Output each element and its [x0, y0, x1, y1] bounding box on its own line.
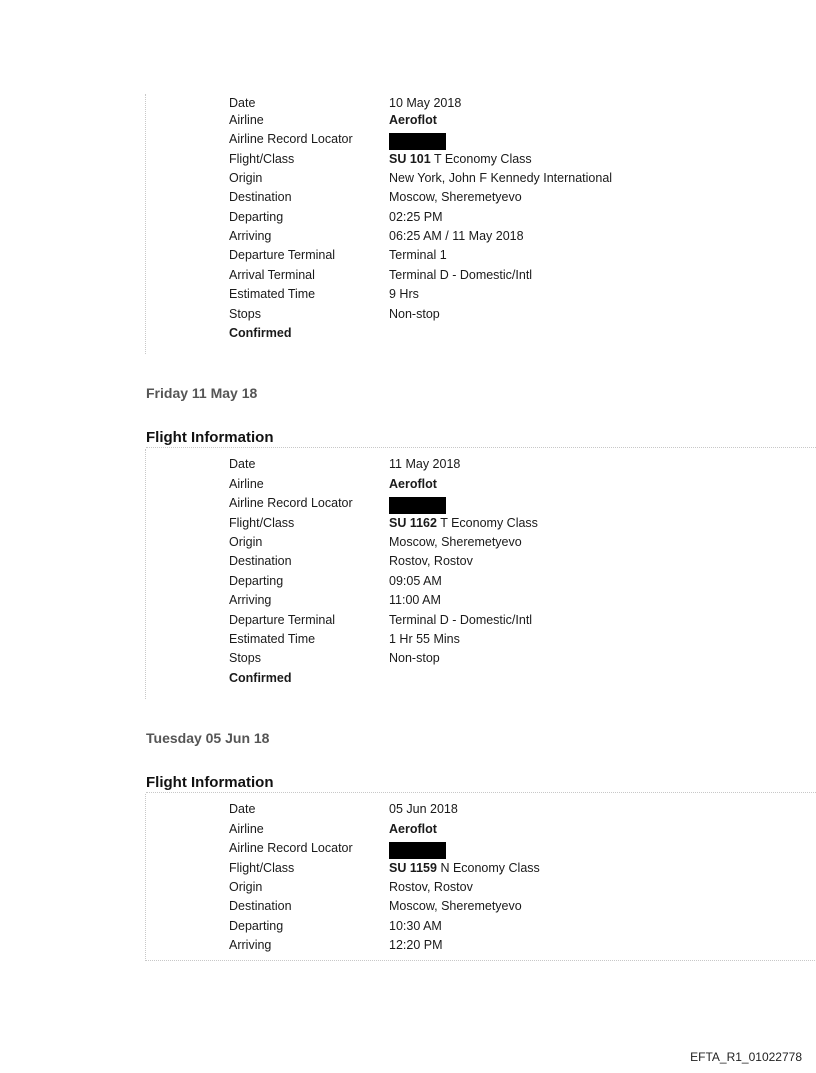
airline-row — [229, 477, 789, 496]
arrival-terminal-value: Terminal D - Domestic/Intl — [389, 268, 533, 282]
origin-value: New York, John F Kennedy International — [389, 171, 613, 185]
destination-row — [229, 899, 789, 918]
estimated-time-value: 1 Hr 55 Mins — [389, 632, 460, 646]
flight-information-heading: Flight Information — [146, 774, 816, 793]
departing-row — [229, 574, 789, 593]
destination-row — [229, 554, 789, 573]
redaction-box — [389, 133, 446, 150]
flight-segment-2 — [145, 449, 816, 699]
origin-row — [229, 880, 789, 899]
fare-class: N Economy Class — [436, 861, 540, 875]
airline-value: Aeroflot — [389, 113, 437, 127]
record-locator-row — [229, 496, 789, 515]
arrival-terminal-label: Arrival Terminal — [229, 268, 315, 282]
arriving-label: Arriving — [229, 593, 272, 607]
airline-label: Airline — [229, 113, 264, 127]
arriving-row — [229, 938, 789, 957]
date-value: 11 May 2018 — [389, 457, 461, 471]
flight-number: SU 1162 — [389, 516, 437, 530]
departing-value: 10:30 AM — [389, 919, 442, 933]
departing-value: 02:25 PM — [389, 210, 443, 224]
departing-row — [229, 210, 789, 229]
flight-class-row — [229, 861, 789, 880]
flight-class-value — [389, 861, 540, 875]
origin-label: Origin — [229, 880, 263, 894]
date-value: 10 May 2018 — [389, 96, 462, 110]
date-label: Date — [229, 802, 256, 816]
departing-value: 09:05 AM — [389, 574, 442, 588]
departure-terminal-value: Terminal 1 — [389, 248, 447, 262]
destination-label: Destination — [229, 554, 292, 568]
arriving-row — [229, 593, 789, 612]
airline-row — [229, 113, 789, 132]
arrival-terminal-row — [229, 268, 789, 287]
flight-information-heading: Flight Information — [146, 429, 816, 448]
confirmed-status: Confirmed — [229, 326, 292, 340]
flight-number: SU 101 — [389, 152, 431, 166]
record-locator-row — [229, 132, 789, 151]
destination-row — [229, 190, 789, 209]
record-locator-label: Airline Record Locator — [229, 496, 353, 510]
estimated-time-value: 9 Hrs — [389, 287, 419, 301]
arriving-label: Arriving — [229, 229, 272, 243]
departure-terminal-value: Terminal D - Domestic/Intl — [389, 613, 533, 627]
day-heading-friday: Friday 11 May 18 — [146, 385, 258, 401]
flight-class-value — [389, 152, 532, 166]
departing-label: Departing — [229, 574, 284, 588]
date-row — [229, 802, 789, 821]
estimated-time-label: Estimated Time — [229, 632, 316, 646]
departure-terminal-row — [229, 248, 789, 267]
origin-row — [229, 171, 789, 190]
redaction-box — [389, 842, 446, 859]
destination-label: Destination — [229, 899, 292, 913]
confirmed-status: Confirmed — [229, 671, 292, 685]
airline-row — [229, 822, 789, 841]
stops-row — [229, 307, 789, 326]
flight-class-label: Flight/Class — [229, 152, 295, 166]
arriving-value: 06:25 AM / 11 May 2018 — [389, 229, 524, 243]
record-locator-row — [229, 841, 789, 860]
destination-value: Moscow, Sheremetyevo — [389, 899, 522, 913]
arriving-row — [229, 229, 789, 248]
flight-class-row — [229, 516, 789, 535]
departure-terminal-label: Departure Terminal — [229, 248, 336, 262]
departing-label: Departing — [229, 919, 284, 933]
estimated-time-row — [229, 632, 789, 651]
airline-label: Airline — [229, 822, 264, 836]
record-locator-label: Airline Record Locator — [229, 841, 353, 855]
stops-label: Stops — [229, 307, 261, 321]
flight-class-value — [389, 516, 538, 530]
date-row — [229, 457, 789, 476]
status-row — [229, 326, 789, 345]
origin-label: Origin — [229, 171, 263, 185]
destination-label: Destination — [229, 190, 292, 204]
airline-label: Airline — [229, 477, 264, 491]
estimated-time-label: Estimated Time — [229, 287, 316, 301]
departure-terminal-row — [229, 613, 789, 632]
departure-terminal-label: Departure Terminal — [229, 613, 336, 627]
arriving-value: 11:00 AM — [389, 593, 441, 607]
flight-class-label: Flight/Class — [229, 861, 295, 875]
destination-value: Rostov, Rostov — [389, 554, 473, 568]
document-id: EFTA_R1_01022778 — [690, 1050, 802, 1064]
date-label: Date — [229, 96, 256, 110]
destination-value: Moscow, Sheremetyevo — [389, 190, 522, 204]
origin-value: Rostov, Rostov — [389, 880, 473, 894]
flight-segment-3 — [145, 794, 816, 961]
record-locator-label: Airline Record Locator — [229, 132, 353, 146]
flight-segment-1 — [145, 94, 816, 354]
origin-value: Moscow, Sheremetyevo — [389, 535, 522, 549]
arriving-value: 12:20 PM — [389, 938, 443, 952]
estimated-time-row — [229, 287, 789, 306]
redaction-box — [389, 497, 446, 514]
flight-class-row — [229, 152, 789, 171]
stops-value: Non-stop — [389, 307, 440, 321]
flight-class-label: Flight/Class — [229, 516, 295, 530]
flight-number: SU 1159 — [389, 861, 437, 875]
date-value: 05 Jun 2018 — [389, 802, 458, 816]
origin-row — [229, 535, 789, 554]
departing-row — [229, 919, 789, 938]
fare-class: T Economy Class — [436, 516, 538, 530]
stops-label: Stops — [229, 651, 261, 665]
origin-label: Origin — [229, 535, 263, 549]
fare-class: T Economy Class — [430, 152, 532, 166]
airline-value: Aeroflot — [389, 822, 437, 836]
date-label: Date — [229, 457, 256, 471]
airline-value: Aeroflot — [389, 477, 437, 491]
stops-row — [229, 651, 789, 670]
status-row — [229, 671, 789, 690]
day-heading-tuesday: Tuesday 05 Jun 18 — [146, 730, 270, 746]
arriving-label: Arriving — [229, 938, 272, 952]
stops-value: Non-stop — [389, 651, 440, 665]
departing-label: Departing — [229, 210, 284, 224]
